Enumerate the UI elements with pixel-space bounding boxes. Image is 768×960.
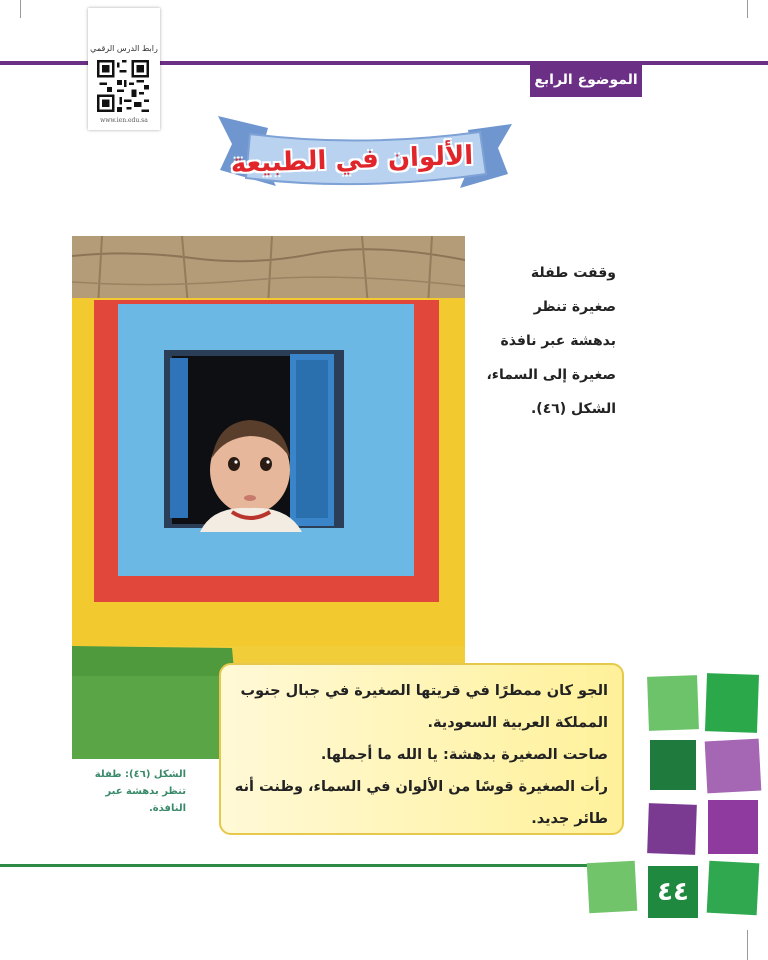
qr-card[interactable]: [88, 8, 160, 130]
decor-square: [705, 739, 762, 794]
story-line: طائر جديد.: [531, 811, 608, 827]
bottom-rule: [0, 864, 600, 867]
story-line: المملكة العربية السعودية.: [427, 715, 608, 731]
crop-mark: [20, 0, 21, 18]
intro-text: [466, 256, 616, 426]
crop-mark: [747, 930, 748, 960]
qr-url: www.ien.edu.sa: [100, 117, 148, 124]
intro-line: الشكل (٤٦).: [530, 401, 616, 417]
decor-square: [647, 675, 699, 731]
qr-caption: رابط الدرس الرقمي: [90, 44, 158, 53]
decor-square: [647, 803, 697, 855]
qr-code-icon[interactable]: [97, 60, 149, 112]
figure-caption-line: النافذة.: [148, 803, 186, 814]
crop-mark: [747, 0, 748, 18]
story-line: الجو كان ممطرًا في قريتها الصغيرة في جبال جنوب: [240, 683, 608, 699]
story-line: صاحت الصغيرة بدهشة: يا الله ما أجملها.: [320, 747, 608, 763]
intro-line: بدهشة عبر نافذة: [500, 333, 616, 349]
figure-caption-line: تنظر بدهشة عبر: [105, 786, 186, 797]
page-number: ٤٤: [648, 866, 698, 918]
decor-square: [708, 800, 758, 854]
decor-square: [587, 861, 638, 913]
figure-caption: [72, 764, 190, 830]
figure-caption-line: الشكل (٤٦): طفلة: [94, 769, 186, 780]
decor-square: [705, 673, 759, 733]
intro-line: صغيرة إلى السماء،: [486, 367, 616, 383]
decor-square: [650, 740, 696, 790]
intro-line: وقفت طفلة: [530, 265, 616, 281]
story-box: [219, 663, 624, 835]
story-line: رأت الصغيرة قوسًا من الألوان في السماء، وظنت أنه: [234, 779, 608, 795]
intro-line: صغيرة تنظر: [533, 299, 616, 315]
page-title: الألوان في الطبيعة: [230, 140, 474, 180]
topic-tag: الموضوع الرابع: [530, 63, 642, 97]
decor-square: [707, 861, 760, 916]
